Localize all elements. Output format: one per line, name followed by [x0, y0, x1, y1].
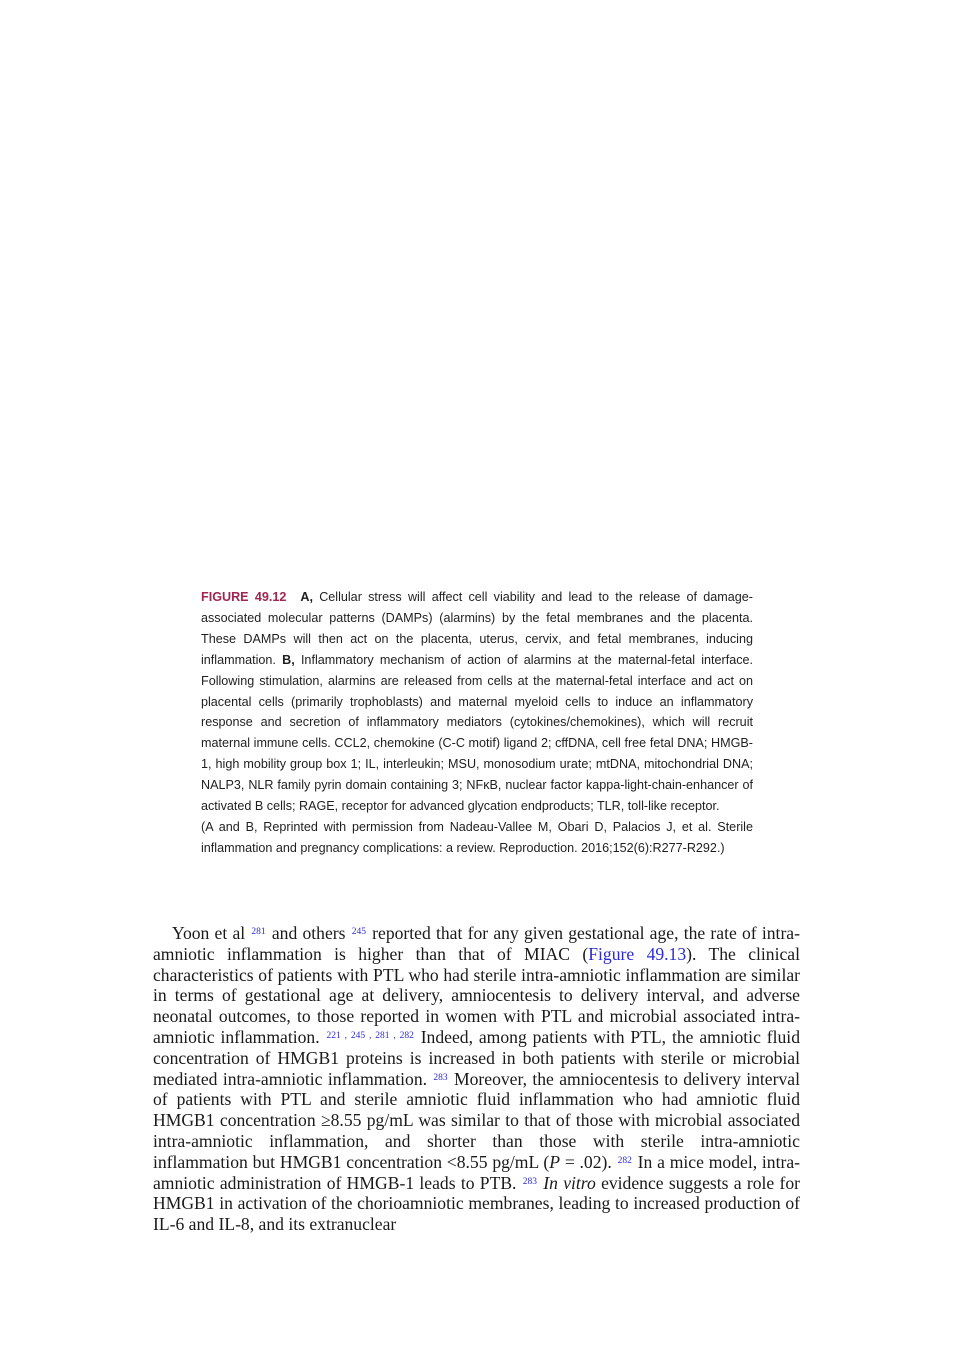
caption-main	[201, 587, 753, 817]
part-a-text: Cellular stress will affect cell viability and lead to the release of damage-associated molecular patterns (DAMPs) (alarmins) by the fetal membranes and the placenta. These DAMPs will then act on the placenta, uterus, cervix, and fetal membranes, inducing inflammation.	[201, 590, 754, 667]
citation-281[interactable]: 281	[251, 927, 266, 937]
citation-282[interactable]: 282	[617, 1155, 632, 1166]
figure-caption	[201, 587, 753, 859]
text-segment: Indeed, among patients with PTL, the amniotic fluid concentration of HMGB1 proteins is increased in both patients with sterile or microbial mediated intra-amniotic inflammation.	[153, 1026, 800, 1089]
part-b-text: Inflammatory mechanism of action of alarmins at the maternal-fetal interface. Following stimulation, alarmins are released from cells at the maternal-fetal interface and act on placental cells (primarily trophoblasts) and maternal myeloid cells to induce an inflammatory response and secretion of inflammatory mediators (cytokines/chemokines), which will recruit maternal immune cells. CCL2, chemokine (C-C motif) ligand 2; cffDNA, cell free fetal DNA; HMGB-1, high mobility group box 1; IL, interleukin; MSU, monosodium urate; mtDNA, mitochondrial DNA; NALP3, NLR family pyrin domain containing 3; NFκB, nuclear factor kappa-light-chain-enhancer of activated B cells; RAGE, receptor for advanced glycation endproducts; TLR, toll-like receptor.	[201, 652, 754, 814]
in-vitro-italic: In vitro	[543, 1172, 596, 1193]
part-b-label: B,	[282, 652, 295, 667]
figure-49-13-link[interactable]: Figure 49.13	[588, 943, 687, 964]
text-segment: Moreover, the amniocentesis to delivery interval of patients with PTL and sterile amniotic fluid inflammation who had amniotic fluid HMGB1 concentration ≥8.55 pg/mL was similar to that of those with microbial associated intra-amniotic inflammation, and shorter than those with sterile intra-amniotic inflammation but HMGB1 concentration <8.55 pg/mL (	[153, 1068, 800, 1172]
citation-group[interactable]: 221 , 245 , 281 , 282	[326, 1030, 414, 1041]
text-segment: ). The clinical characteristics of patients with PTL who had sterile intra-amniotic inflammation are similar in terms of gestational age at delivery, amniocentesis to delivery interval, and adverse neonatal outcomes, to those reported in women with PTL and microbial associated intra-amniotic inflammation.	[153, 943, 800, 1047]
part-a-label: A,	[300, 590, 313, 604]
citation-283[interactable]: 283	[433, 1072, 448, 1083]
text-segment: In a mice model, intra-amniotic administration of HMGB-1 leads to PTB.	[153, 1151, 801, 1193]
citation-245[interactable]: 245	[351, 927, 366, 937]
body-text	[153, 923, 800, 1235]
figure-label: FIGURE 49.12	[201, 590, 287, 604]
text-segment: reported that for any given gestational age, the rate of intra-amniotic inflammation is higher than that of MIAC (	[153, 923, 800, 964]
text-segment: and others	[271, 923, 346, 943]
caption-credit: (A and B, Reprinted with permission from Nadeau-Vallee M, Obari D, Palacios J, et al. Sterile inflammation and pregnancy complications: a review. Reproduction. 2016;152(6):R277-R292.)	[201, 819, 753, 855]
text-segment: = .02).	[564, 1151, 612, 1172]
text-segment: evidence suggests a role for HMGB1 in activation of the chorioamniotic membranes, leading to increased production of IL-6 and IL-8, and its extranuclear	[153, 1172, 800, 1235]
p-value-symbol: P	[549, 1151, 560, 1172]
text-segment: Yoon et al	[172, 923, 246, 943]
body-paragraph	[153, 923, 800, 1235]
citation-283-b[interactable]: 283	[522, 1176, 537, 1187]
